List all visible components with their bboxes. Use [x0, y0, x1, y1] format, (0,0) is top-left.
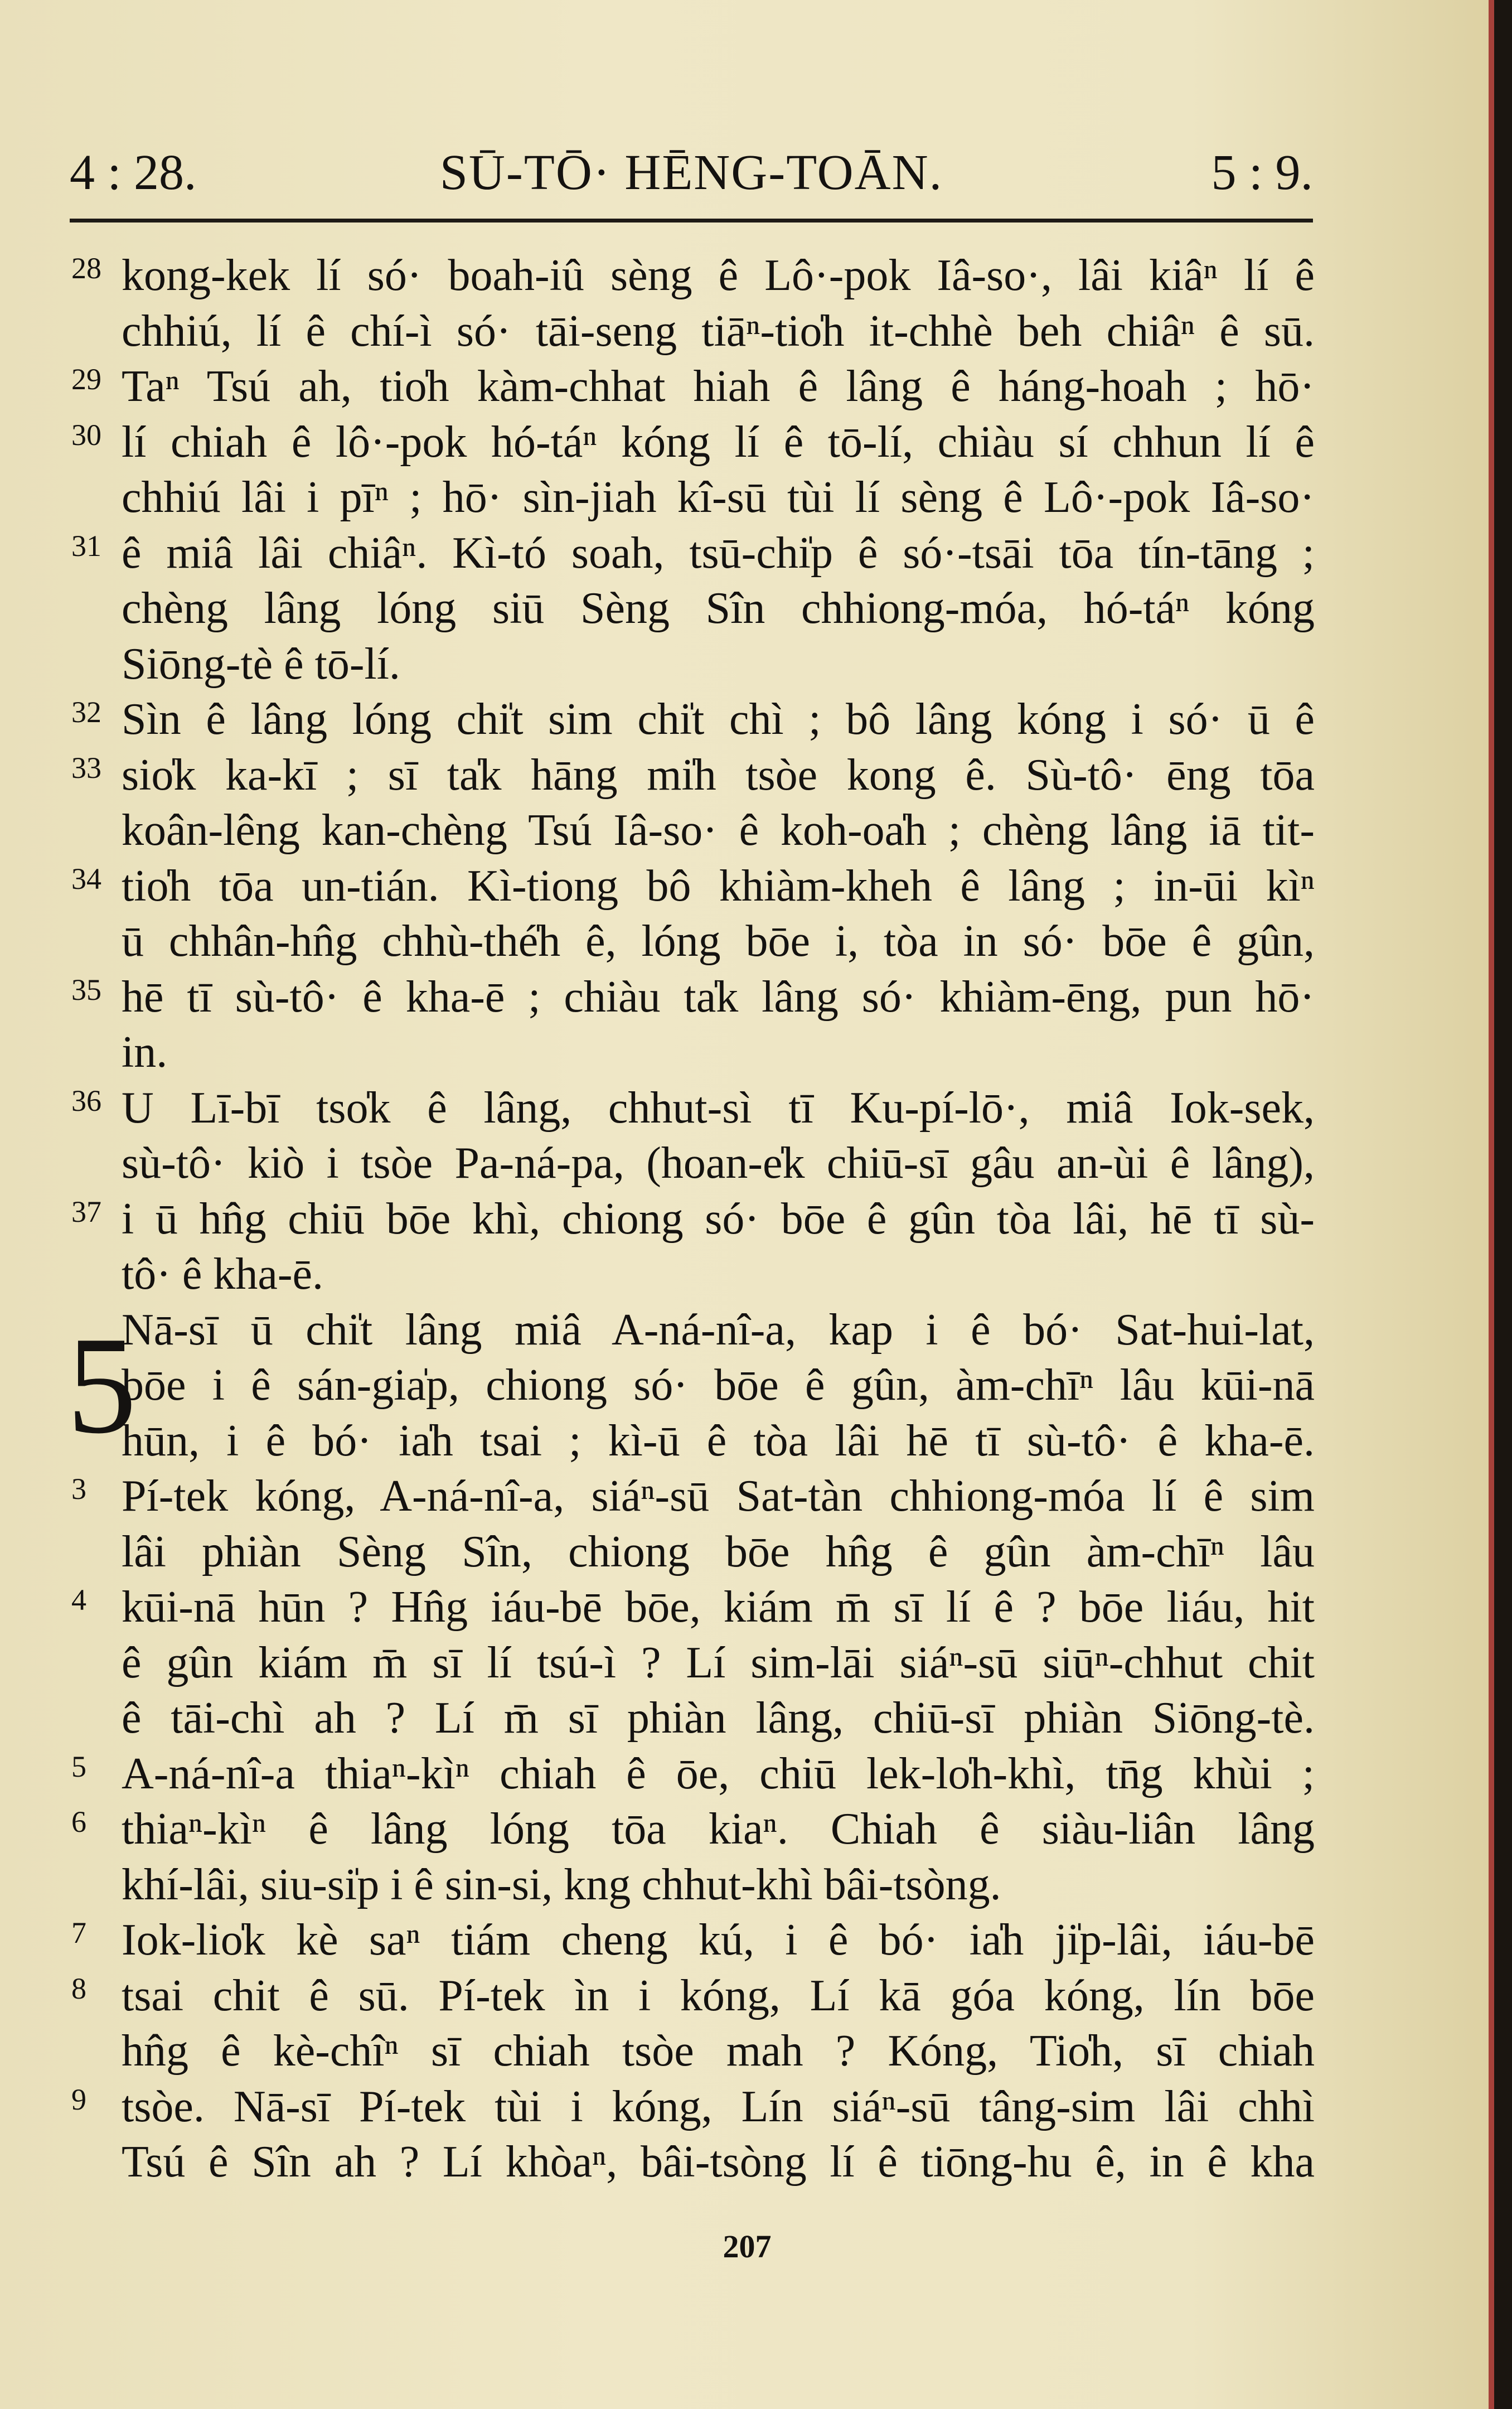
verse-number: 32 — [71, 695, 101, 729]
line-text: U Lī-bī tso̍k ê lâng, chhut-sì tī Ku-pí-lō·, miâ Iok-sek, — [122, 1083, 1315, 1133]
line-text: tô· ê kha-ē. — [122, 1250, 324, 1299]
text-line — [0, 1025, 1494, 1081]
line-text: A-ná-nî-a thiaⁿ-kìⁿ chiah ê ōe, chiū lek-lo̍h-khì, tn̄g khùi ; — [122, 1749, 1315, 1798]
text-line — [0, 526, 1494, 582]
line-text: Iok-lio̍k kè saⁿ tiám cheng kú, i ê bó· ia̍h ji̍p-lâi, iáu-bē — [122, 1915, 1315, 1965]
line-text: lâi phiàn Sèng Sîn, chiong bōe hn̂g ê gûn àm-chīⁿ lâu — [122, 1527, 1315, 1576]
line-text: ê tāi-chì ah ? Lí m̄ sī phiàn lâng, chiū-sī phiàn Siōng-tè. — [122, 1694, 1315, 1743]
verse-number: 30 — [71, 418, 101, 452]
line-text: ê gûn kiám m̄ sī lí tsú-ì ? Lí sim-lāi siáⁿ-sū siūⁿ-chhut chit — [122, 1638, 1315, 1687]
text-line — [0, 248, 1494, 304]
line-text: chèng lâng lóng siū Sèng Sîn chhiong-móa, hó-táⁿ kóng — [122, 584, 1315, 633]
verse-number: 3 — [71, 1472, 86, 1506]
verse-number: 31 — [71, 529, 101, 563]
text-line — [0, 1358, 1494, 1414]
line-text: hē tī sù-tô· ê kha-ē ; chiàu ta̍k lâng só· khiàm-ēng, pun hō· — [122, 972, 1315, 1022]
text-line — [0, 2079, 1494, 2135]
line-text: hūn, i ê bó· ia̍h tsai ; kì-ū ê tòa lâi hē tī sù-tô· ê kha-ē. — [122, 1416, 1315, 1465]
text-line — [0, 748, 1494, 804]
line-text: sio̍k ka-kī ; sī ta̍k hāng mi̍h tsòe kong ê. Sù-tô· ēng tōa — [122, 750, 1315, 800]
verse-number: 9 — [71, 2082, 86, 2116]
verse-number: 33 — [71, 751, 101, 785]
line-text: tsòe. Nā-sī Pí-tek tùi i kóng, Lín siáⁿ-sū tâng-sim lâi chhì — [122, 2082, 1315, 2131]
text-line — [0, 970, 1494, 1025]
chapter-number: 5 — [67, 1308, 137, 1463]
text-line — [0, 1968, 1494, 2024]
running-header — [70, 139, 1313, 206]
text-line — [0, 1913, 1494, 1968]
line-text: hn̂g ê kè-chîⁿ sī chiah tsòe mah ? Kóng, Tio̍h, sī chiah — [122, 2026, 1315, 2076]
header-verse-start: 4 : 28. — [70, 145, 197, 200]
text-line — [0, 2024, 1494, 2079]
text-line — [0, 581, 1494, 637]
line-text: ê miâ lâi chiâⁿ. Kì-tó soah, tsū-chi̍p ê só·-tsāi tōa tín-tāng ; — [122, 528, 1315, 578]
text-line — [0, 914, 1494, 970]
text-line — [0, 637, 1494, 693]
line-text: Tsú ê Sîn ah ? Lí khòaⁿ, bâi-tsòng lí ê tiōng-hu ê, in ê kha — [122, 2137, 1315, 2187]
text-line — [0, 415, 1494, 471]
verse-number: 8 — [71, 1971, 86, 2005]
text-line — [0, 1747, 1494, 1802]
verse-number: 5 — [71, 1749, 86, 1783]
text-line — [0, 2135, 1494, 2190]
line-text: in. — [122, 1028, 168, 1077]
line-text: bōe i ê sán-gia̍p, chiong só· bōe ê gûn, àm-chīⁿ lâu kūi-nā — [122, 1361, 1315, 1410]
page-number: 207 — [723, 2228, 772, 2265]
line-text: koân-lêng kan-chèng Tsú Iâ-so· ê koh-oa̍h ; chèng lâng iā tit- — [122, 806, 1315, 855]
line-text: tio̍h tōa un-tián. Kì-tiong bô khiàm-kheh ê lâng ; in-ūi kìⁿ — [122, 861, 1315, 911]
line-text: ū chhân-hn̂g chhù-thé̍h ê, lóng bōe i, tòa in só· bōe ê gûn, — [122, 917, 1315, 966]
header-title: SŪ-TŌ· HĒNG-TOĀN. — [439, 145, 943, 200]
verse-number: 35 — [71, 973, 101, 1007]
verse-number: 7 — [71, 1916, 86, 1950]
text-line — [0, 1691, 1494, 1747]
text-line — [0, 1081, 1494, 1136]
line-text: khí-lâi, siu-si̍p i ê sin-si, kng chhut-khì bâi-tsòng. — [122, 1860, 1001, 1909]
verse-number: 34 — [71, 862, 101, 896]
text-line — [0, 692, 1494, 748]
line-text: kong-kek lí só· boah-iû sèng ê Lô·-pok Iâ-so·, lâi kiâⁿ lí ê — [122, 251, 1315, 300]
header-rule — [70, 219, 1313, 222]
verse-number: 37 — [71, 1194, 101, 1228]
text-line — [0, 1247, 1494, 1303]
line-text: Pí-tek kóng, A-ná-nî-a, siáⁿ-sū Sat-tàn chhiong-móa lí ê sim — [122, 1472, 1315, 1521]
line-text: tsai chit ê sū. Pí-tek ìn i kóng, Lí kā góa kóng, lín bōe — [122, 1971, 1315, 2020]
verse-number: 29 — [71, 362, 101, 396]
text-line — [0, 859, 1494, 915]
line-text: Siōng-tè ê tō-lí. — [122, 639, 400, 689]
text-line — [0, 470, 1494, 526]
line-text: i ū hn̂g chiū bōe khì, chiong só· bōe ê gûn tòa lâi, hē tī sù- — [122, 1194, 1315, 1244]
line-text: chhiú lâi i pīⁿ ; hō· sìn-jiah kî-sū tùi lí sèng ê Lô·-pok Iâ-so· — [122, 473, 1315, 522]
text-line — [0, 1525, 1494, 1580]
text-line — [0, 1192, 1494, 1247]
line-text: thiaⁿ-kìⁿ ê lâng lóng tōa kiaⁿ. Chiah ê siàu-liân lâng — [122, 1805, 1315, 1854]
text-line — [0, 1414, 1494, 1469]
text-body — [0, 248, 1494, 2190]
line-text: Sìn ê lâng lóng chi̍t sim chi̍t chì ; bô lâng kóng i só· ū ê — [122, 695, 1315, 744]
line-text: chhiú, lí ê chí-ì só· tāi-seng tiāⁿ-tio̍h it-chhè beh chiâⁿ ê sū. — [122, 306, 1315, 356]
verse-number: 28 — [71, 251, 101, 285]
text-line — [0, 1303, 1494, 1358]
line-text: kūi-nā hūn ? Hn̂g iáu-bē bōe, kiám m̄ sī lí ê ? bōe liáu, hit — [122, 1583, 1315, 1632]
line-text: Nā-sī ū chi̍t lâng miâ A-ná-nî-a, kap i ê bó· Sat-hui-lat, — [122, 1305, 1315, 1355]
line-text: lí chiah ê lô·-pok hó-táⁿ kóng lí ê tō-lí, chiàu sí chhun lí ê — [122, 417, 1315, 467]
text-line — [0, 1469, 1494, 1525]
text-line — [0, 1857, 1494, 1913]
verse-number: 6 — [71, 1805, 86, 1839]
text-line — [0, 359, 1494, 415]
text-line — [0, 1802, 1494, 1857]
text-line — [0, 1636, 1494, 1691]
text-line — [0, 803, 1494, 859]
verse-number: 4 — [71, 1583, 86, 1617]
text-line — [0, 1580, 1494, 1636]
header-verse-end: 5 : 9. — [1211, 145, 1313, 200]
verse-number: 36 — [71, 1083, 101, 1118]
text-line — [0, 304, 1494, 360]
line-text: sù-tô· kiò i tsòe Pa-ná-pa, (hoan-e̍k chiū-sī gâu an-ùi ê lâng), — [122, 1139, 1315, 1188]
line-text: Taⁿ Tsú ah, tio̍h kàm-chhat hiah ê lâng ê háng-hoah ; hō· — [122, 362, 1315, 411]
text-line — [0, 1136, 1494, 1192]
